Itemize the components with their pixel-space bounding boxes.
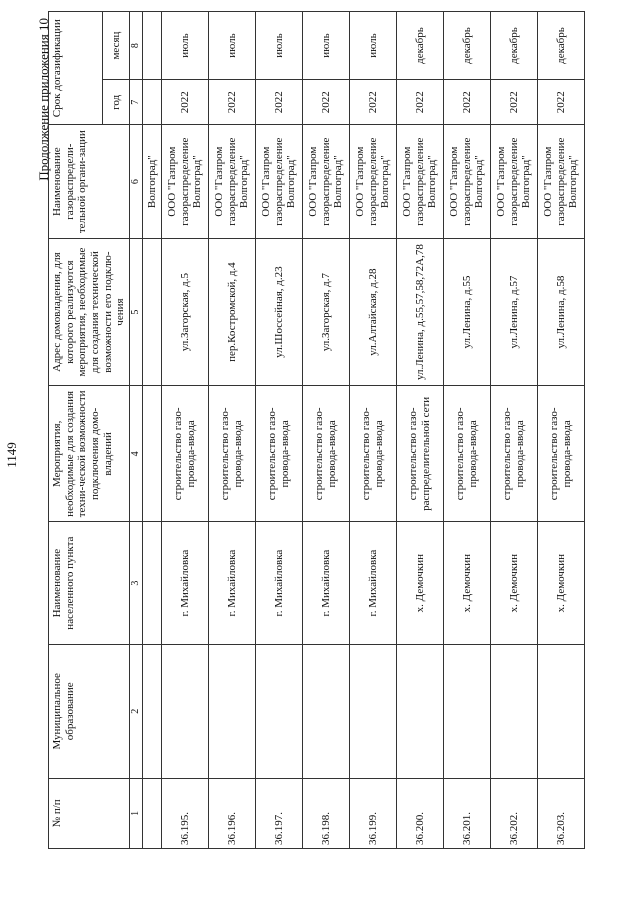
cell-measure: строительство газо-провода-ввода (255, 386, 302, 522)
col-number: 7 (129, 80, 142, 125)
cell-year: 2022 (302, 80, 349, 125)
table-row (208, 12, 255, 849)
cell-municipality (537, 644, 584, 778)
cell-gdo: ООО "Газпром газораспределение Волгоград" (255, 125, 302, 238)
cell-municipality (396, 644, 443, 778)
table-row (537, 12, 584, 849)
cell-num: 36.195. (161, 778, 208, 848)
table-row (302, 12, 349, 849)
cell-settlement: х. Демочкин (490, 522, 537, 644)
cell-address: ул.Алтайская, д.28 (349, 238, 396, 385)
cell-year: 2022 (161, 80, 208, 125)
cell-settlement: г. Михайловка (208, 522, 255, 644)
header-address: Адрес домовладения, для которого реализуются мероприятия, необходимые для создания технической возможности его подклю-чения (49, 238, 130, 385)
cell-measure: строительство газо-провода-ввода (302, 386, 349, 522)
cell-address: ул.Загорская, д.7 (302, 238, 349, 385)
cell-address: ул.Ленина, д.55 (443, 238, 490, 385)
cell-settlement: г. Михайловка (161, 522, 208, 644)
cell-measure: строительство газо-провода-ввода (490, 386, 537, 522)
cell-municipality (443, 644, 490, 778)
cell-address: ул.Загорская, д.5 (161, 238, 208, 385)
cell-year: 2022 (208, 80, 255, 125)
cell-num: 36.200. (396, 778, 443, 848)
cell-num: 36.196. (208, 778, 255, 848)
cell-month: июль (161, 12, 208, 80)
cell-measure: строительство газо-распределительной сети (396, 386, 443, 522)
cell-settlement: г. Михайловка (255, 522, 302, 644)
col-number: 8 (129, 12, 142, 80)
table-row (443, 12, 490, 849)
cell-measure: строительство газо-провода-ввода (208, 386, 255, 522)
cell-num: 36.198. (302, 778, 349, 848)
cell-month: июль (302, 12, 349, 80)
table-row (161, 12, 208, 849)
cell-num: 36.197. (255, 778, 302, 848)
cell-empty (142, 522, 161, 644)
table-header (49, 12, 143, 849)
cell-gdo: ООО "Газпром газораспределение Волгоград" (537, 125, 584, 238)
header-municipality: Муниципальное образование (49, 644, 130, 778)
cell-gdo: ООО "Газпром газораспределение Волгоград" (302, 125, 349, 238)
cell-year: 2022 (490, 80, 537, 125)
cell-month: декабрь (396, 12, 443, 80)
cell-year: 2022 (537, 80, 584, 125)
cell-municipality (161, 644, 208, 778)
cell-measure: строительство газо-провода-ввода (349, 386, 396, 522)
continuation-row (142, 12, 161, 849)
cell-settlement: х. Демочкин (396, 522, 443, 644)
cell-address: ул.Шоссейная, д.23 (255, 238, 302, 385)
cell-gdo-continuation: Волгоград" (142, 125, 161, 238)
cell-municipality (302, 644, 349, 778)
cell-address: пер.Костромской, д.4 (208, 238, 255, 385)
cell-gdo: ООО "Газпром газораспределение Волгоград" (396, 125, 443, 238)
cell-year: 2022 (396, 80, 443, 125)
cell-settlement: г. Михайловка (302, 522, 349, 644)
cell-municipality (490, 644, 537, 778)
cell-month: декабрь (537, 12, 584, 80)
header-month: месяц (102, 12, 129, 80)
cell-address: ул.Ленина, д.57 (490, 238, 537, 385)
table-row (255, 12, 302, 849)
cell-municipality (255, 644, 302, 778)
header-term: Срок догазификации (49, 12, 103, 125)
table-row (490, 12, 537, 849)
cell-municipality (349, 644, 396, 778)
cell-empty (142, 644, 161, 778)
cell-month: декабрь (490, 12, 537, 80)
cell-empty (142, 238, 161, 385)
col-number: 3 (129, 522, 142, 644)
cell-measure: строительство газо-провода-ввода (161, 386, 208, 522)
cell-num: 36.203. (537, 778, 584, 848)
cell-settlement: г. Михайловка (349, 522, 396, 644)
registry-table (48, 11, 585, 849)
cell-year: 2022 (443, 80, 490, 125)
cell-empty (142, 80, 161, 125)
table-row (396, 12, 443, 849)
cell-month: июль (208, 12, 255, 80)
cell-year: 2022 (349, 80, 396, 125)
cell-empty (142, 12, 161, 80)
header-measures: Мероприятия, необходимые для создания техни-ческой возможности подключения домо-владений (49, 386, 130, 522)
cell-gdo: ООО "Газпром газораспределение Волгоград" (208, 125, 255, 238)
cell-settlement: х. Демочкин (443, 522, 490, 644)
cell-gdo: ООО "Газпром газораспределение Волгоград" (490, 125, 537, 238)
col-number: 2 (129, 644, 142, 778)
cell-address: ул.Ленина, д.58 (537, 238, 584, 385)
col-number: 1 (129, 778, 142, 848)
cell-empty (142, 386, 161, 522)
cell-empty (142, 778, 161, 848)
table-body (142, 12, 584, 849)
cell-num: 36.201. (443, 778, 490, 848)
cell-num: 36.202. (490, 778, 537, 848)
cell-num: 36.199. (349, 778, 396, 848)
cell-settlement: х. Демочкин (537, 522, 584, 644)
cell-year: 2022 (255, 80, 302, 125)
col-number: 5 (129, 238, 142, 385)
cell-month: декабрь (443, 12, 490, 80)
appendix-caption: Продолжение приложения 10 (36, 18, 51, 181)
page-number: 1149 (4, 442, 19, 468)
header-gdo: Наименование газораспредели-тельной органи-зации (49, 125, 130, 238)
header-num: № п/п (49, 778, 130, 848)
cell-measure: строительство газо-провода-ввода (443, 386, 490, 522)
cell-month: июль (255, 12, 302, 80)
cell-month: июль (349, 12, 396, 80)
cell-gdo: ООО "Газпром газораспределение Волгоград" (443, 125, 490, 238)
cell-gdo: ООО "Газпром газораспределение Волгоград" (349, 125, 396, 238)
cell-gdo: ООО "Газпром газораспределение Волгоград" (161, 125, 208, 238)
cell-address: ул.Ленина, д.55,57,58,72А,78 (396, 238, 443, 385)
header-settlement: Наименование населенного пункта (49, 522, 130, 644)
col-number: 6 (129, 125, 142, 238)
col-number: 4 (129, 386, 142, 522)
cell-measure: строительство газо-провода-ввода (537, 386, 584, 522)
header-year: год (102, 80, 129, 125)
table-row (349, 12, 396, 849)
cell-municipality (208, 644, 255, 778)
